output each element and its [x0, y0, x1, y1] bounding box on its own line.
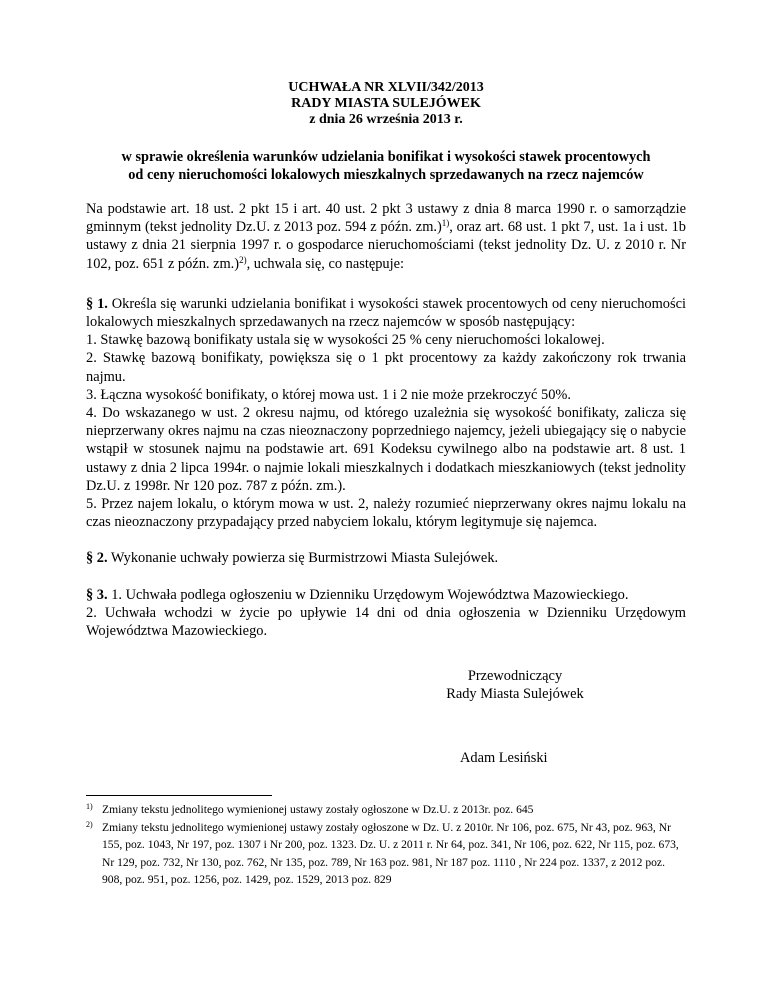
section-1-label: § 1. — [86, 295, 108, 312]
legal-basis-text-3: , uchwala się, co następuje: — [246, 255, 405, 272]
section-1-intro — [86, 295, 686, 331]
legal-basis-text-2: , oraz art. 68 ust. 1 pkt 7, ust. 1a i ust. 1b ustawy z dnia 21 sierpnia 1997 r. o gospodarce nieruchomościami (tekst jednolity Dz. U. z 2010 r. Nr 102, poz. 651 z późn. zm.) — [86, 219, 686, 272]
section-1-item: 2. Stawkę bazową bonifikaty, powiększa się o 1 pkt procentowy za każdy zakończony rok trwania najmu. — [86, 350, 686, 385]
footnote-ref-2: 2) — [239, 254, 247, 265]
section-3-point-1 — [86, 586, 686, 604]
resolution-date: z dnia 26 września 2013 r. — [309, 112, 463, 127]
footnote — [86, 819, 686, 889]
subject-line-2: od ceny nieruchomości lokalowych mieszkalnych sprzedawanych na rzecz najemców — [128, 167, 644, 183]
subject-line-1: w sprawie określenia warunków udzielania bonifikat i wysokości stawek procentowych — [121, 149, 651, 165]
footnote-mark: 1) — [86, 802, 93, 811]
signatory-title: Przewodniczący — [467, 668, 563, 685]
resolution-header — [86, 80, 686, 128]
resolution-number: UCHWAŁA NR XLVII/342/2013 — [288, 80, 484, 95]
footnote-mark: 2) — [86, 819, 93, 829]
section-2-text: Wykonanie uchwały powierza się Burmistrzowi Miasta Sulejówek. — [107, 550, 499, 567]
footnote-ref-1: 1) — [441, 218, 450, 229]
section-1 — [86, 295, 686, 532]
document-page — [86, 80, 686, 767]
footnote — [86, 801, 686, 819]
section-1-item: 3. Łączna wysokość bonifikaty, o której mowa ust. 1 i 2 nie może przekroczyć 50%. — [86, 386, 572, 403]
section-3-label: § 3. — [86, 586, 108, 603]
signatory-body: Rady Miasta Sulejówek — [446, 686, 584, 703]
section-2 — [86, 549, 686, 567]
footnote-text: Zmiany tekstu jednolitego wymienionej ustawy zostały ogłoszone w Dz.U. z 2013r. poz. 645 — [102, 803, 534, 816]
footnote-separator — [86, 795, 272, 796]
section-1-item: 1. Stawkę bazową bonifikaty ustala się w wysokości 25 % ceny nieruchomości lokalowej. — [86, 332, 605, 349]
signature-block — [435, 667, 595, 703]
legal-basis-paragraph — [86, 200, 686, 273]
section-3-point-2: 2. Uchwała wchodzi w życie po upływie 14 dni od dnia ogłoszenia w Dzienniku Urzędowym Województwa Mazowieckiego. — [86, 604, 686, 640]
section-1-item: 5. Przez najem lokalu, o którym mowa w ust. 2, należy rozumieć nieprzerwany okres najmu lokalu na czas nieoznaczony przypadający przed nabyciem lokalu, którym legitymuje się najemca. — [86, 496, 686, 531]
legal-basis-text-1: Na podstawie art. 18 ust. 2 pkt 15 i art. 40 ust. 2 pkt 3 ustawy z dnia 8 marca 1990 r. o samorządzie gminnym (tekst jednolity Dz.U. z 2013 poz. 594 z późn. zm.) — [86, 201, 686, 236]
footnote-text: Zmiany tekstu jednolitego wymienionej ustawy zostały ogłoszone w Dz. U. z 2010r. Nr 106, poz. 675, Nr 43, poz. 963, Nr 155, poz. 1043, Nr 197, poz. 1307 i Nr 200, poz. 1323. Dz. U. z 2011 r. Nr 64, poz. 341, Nr 106, poz. 622, Nr 115, poz. 673, Nr 129, poz. 732, Nr 130, poz. 762, Nr 135, poz. 789, Nr 163 poz. 981, Nr 187 poz. 1110 , Nr 224 poz. 1337, z 2012 poz. 908, poz. 951, poz. 1256, poz. 1429, poz. 1529, 2013 poz. 829 — [102, 820, 679, 887]
signatory-name: Adam Lesiński — [460, 749, 548, 766]
section-1-item: 4. Do wskazanego w ust. 2 okresu najmu, od którego uzależnia się wysokość bonifikaty, zalicza się nieprzerwany okres najmu na czas nieoznaczony poprzedniego najemcy, jeżeli ubiegający się o nabycie wstąpił w stosunek najmu na podstawie art. 691 Kodeksu cywilnego albo na podstawie art. 8 ust. 1 ustawy z dnia 2 lipca 1994r. o najmie lokali mieszkalnych i dodatkach mieszkaniowych (tekst jednolity Dz.U. z 1998r. Nr 120 poz. 787 z późn. zm.). — [86, 405, 686, 494]
resolution-subject — [86, 148, 686, 184]
section-2-label: § 2. — [86, 550, 108, 567]
issuing-body: RADY MIASTA SULEJÓWEK — [291, 96, 481, 111]
section-3-text-1: 1. Uchwała podlega ogłoszeniu w Dzienniku Urzędowym Województwa Mazowieckiego. — [107, 586, 629, 603]
section-1-text: Określa się warunki udzielania bonifikat i wysokości stawek procentowych od ceny nieruchomości lokalowych mieszkalnych sprzedawanych na rzecz najemców w sposób następujący: — [86, 295, 686, 331]
footnotes — [86, 801, 686, 889]
section-3 — [86, 586, 686, 641]
